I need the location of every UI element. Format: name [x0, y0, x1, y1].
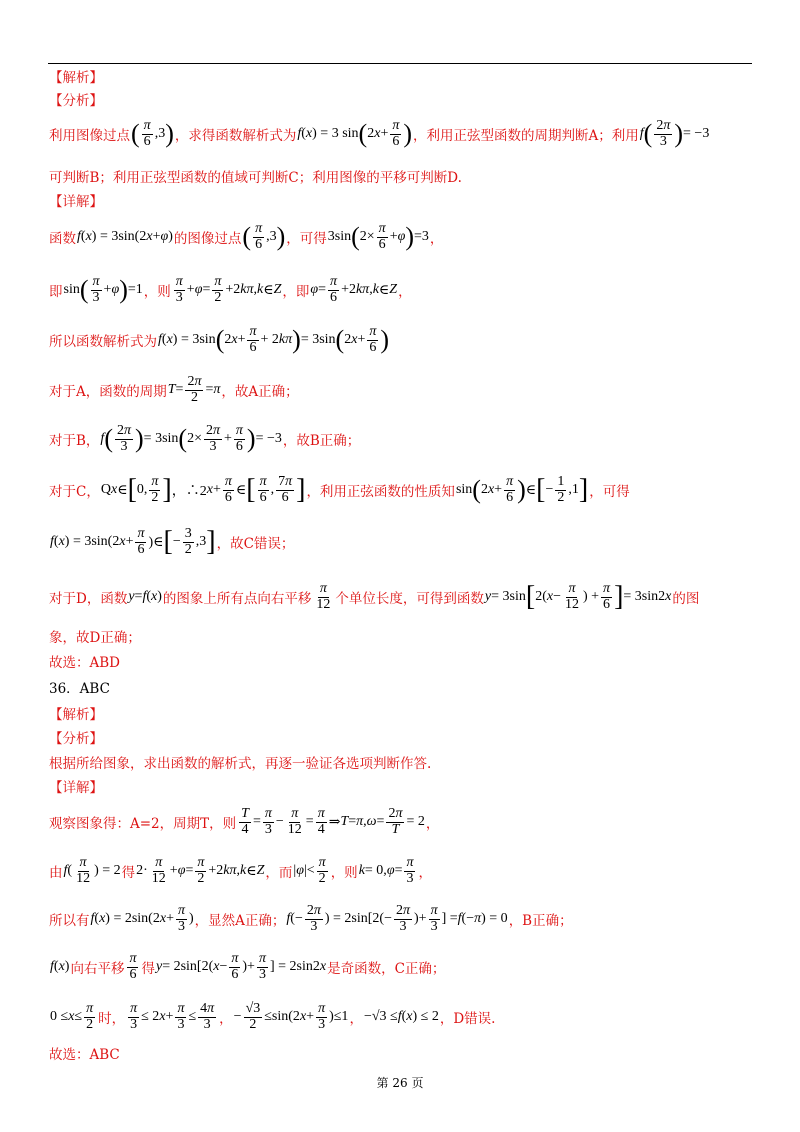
detail-line-1: 函数 f ( x ) = 3sin(2 x + φ ) 的图像过点 ( $\frac{\pi}{6}$ ,3 ) ，可得 3sin ( 2× $\frac{\pi}{6}$ + φ ) =3 ，: [49, 220, 444, 252]
option-b-line: 对于B， f ( $\frac{2\pi}{3}$ ) = 3sin ( 2× $\frac{2\pi}{3}$ + $\frac{\pi}{6}$ ) = −3 ，故B正确；: [49, 422, 361, 454]
detail-36-line-1: 观察图象得：A=2，周期T，则 $\frac{T}{4}$ = $\frac{\pi}{3}$ − $\frac{\pi}{12}$ = $\frac{\pi}{4}$ ⇒ T = π , ω = $\frac{2\pi}{T}$ = 2 ，: [49, 805, 440, 837]
question-36-number: 36．ABC: [49, 681, 110, 697]
header-rule: [48, 63, 752, 64]
section-tag-fenxi: 【分析】: [49, 93, 103, 109]
answer-36: 故选：ABC: [49, 1047, 120, 1063]
detail-36-line-5: 0 ≤ x ≤ $\frac{\pi}{2}$ 时， $\frac{\pi}{3}$ ≤ 2 x + $\frac{\pi}{3}$ ≤ $\frac{4\pi}{3}$ ， − $\frac{√3}{2}$ ≤sin(2 x + $\frac{\pi}{3}$ )≤1 ， −√3 ≤ f ( x ) ≤ 2 ，D错误.: [50, 1000, 496, 1032]
option-c-line-2: f ( x ) = 3sin(2 x + $\frac{\pi}{6}$ )∈ [ − $\frac{3}{2}$ ,3 ] ，故C错误；: [50, 525, 295, 557]
page-number: 第 26 页: [376, 1076, 424, 1090]
option-a-line: 对于A，函数的周期 T = $\frac{2\pi}{2}$ = π ，故A正确；: [49, 373, 299, 405]
analysis-line-1: 利用图像过点 ( $\frac{\pi}{6}$ ,3 ) ，求得函数解析式为 f ( x ) = 3 sin ( 2 x + $\frac{\pi}{6}$ ) ，利用正弦型函数的周期判断A；利用 f ( $\frac{2\pi}{3}$ ) = −3: [49, 117, 710, 149]
detail-line-2: 即 sin ( $\frac{\pi}{3}$ + φ ) =1 ，则 $\frac{\pi}{3}$ + φ = $\frac{\pi}{2}$ +2 kπ , k ∈ Z ，即 φ = $\frac{\pi}{6}$ +2 kπ , k ∈ Z ，: [49, 273, 412, 305]
detail-36-line-3: 所以有 f ( x ) = 2sin(2 x + $\frac{\pi}{3}$ ) ，显然A正确； f (− $\frac{2\pi}{3}$ ) = 2sin[2(− $\frac{2\pi}{3}$ )+ $\frac{\pi}{3}$ ] = f (− π ) = 0 ，B正确；: [49, 902, 573, 934]
detail-line-3: 所以函数解析式为 f ( x ) = 3sin ( 2 x + $\frac{\pi}{6}$ + 2 kπ ) = 3sin ( 2 x + $\frac{\pi}{6}$ ): [49, 323, 390, 355]
option-d-line-1: 对于D，函数 y = f ( x ) 的图象上所有点向右平移 $\frac{\pi}{12}$ 个单位长度，可得到函数 y = 3sin [ 2( x − $\frac{\pi}{12}$ ) + $\frac{\pi}{6}$ ] = 3sin2 x 的图: [49, 580, 700, 612]
section-tag-detail-36: 【详解】: [49, 780, 103, 796]
detail-36-line-4: f ( x ) 向右平移 $\frac{\pi}{6}$ 得 y = 2sin[2( x − $\frac{\pi}{6}$ )+ $\frac{\pi}{3}$ ] = 2sin2 x 是奇函数，C正确；: [50, 950, 446, 982]
section-tag-fenxi-36: 【分析】: [49, 731, 103, 747]
option-c-line-1: 对于C， Q x ∈ [ 0, $\frac{\pi}{2}$ ] ，∴2 x + $\frac{\pi}{6}$ ∈ [ $\frac{\pi}{6}$ , $\frac{7\pi}{6}$ ] ，利用正弦函数的性质知 sin ( 2 x + $\frac{\pi}{6}$ ) ∈ [ − $\frac{1}{2}$ ,1 ] ，可得: [49, 473, 630, 505]
analysis-36: 根据所给图象，求出函数的解析式，再逐一验证各选项判断作答.: [49, 756, 432, 772]
section-tag-analysis-36: 【解析】: [49, 707, 103, 723]
section-tag-detail: 【详解】: [49, 194, 103, 210]
answer-35: 故选：ABD: [49, 655, 120, 671]
detail-36-line-2: 由 f ( $\frac{\pi}{12}$ ) = 2 得 2· $\frac{\pi}{12}$ + φ = $\frac{\pi}{2}$ +2 kπ , k ∈ Z ，而 | φ |< $\frac{\pi}{2}$ ，则 k = 0, φ = $\frac{\pi}{3}$ ，: [49, 854, 432, 886]
analysis-line-2: 可判断B；利用正弦型函数的值域可判断C；利用图像的平移可判断D.: [49, 170, 462, 186]
option-d-line-2: 象，故D正确；: [49, 630, 141, 646]
section-tag-analysis: 【解析】: [49, 70, 103, 86]
